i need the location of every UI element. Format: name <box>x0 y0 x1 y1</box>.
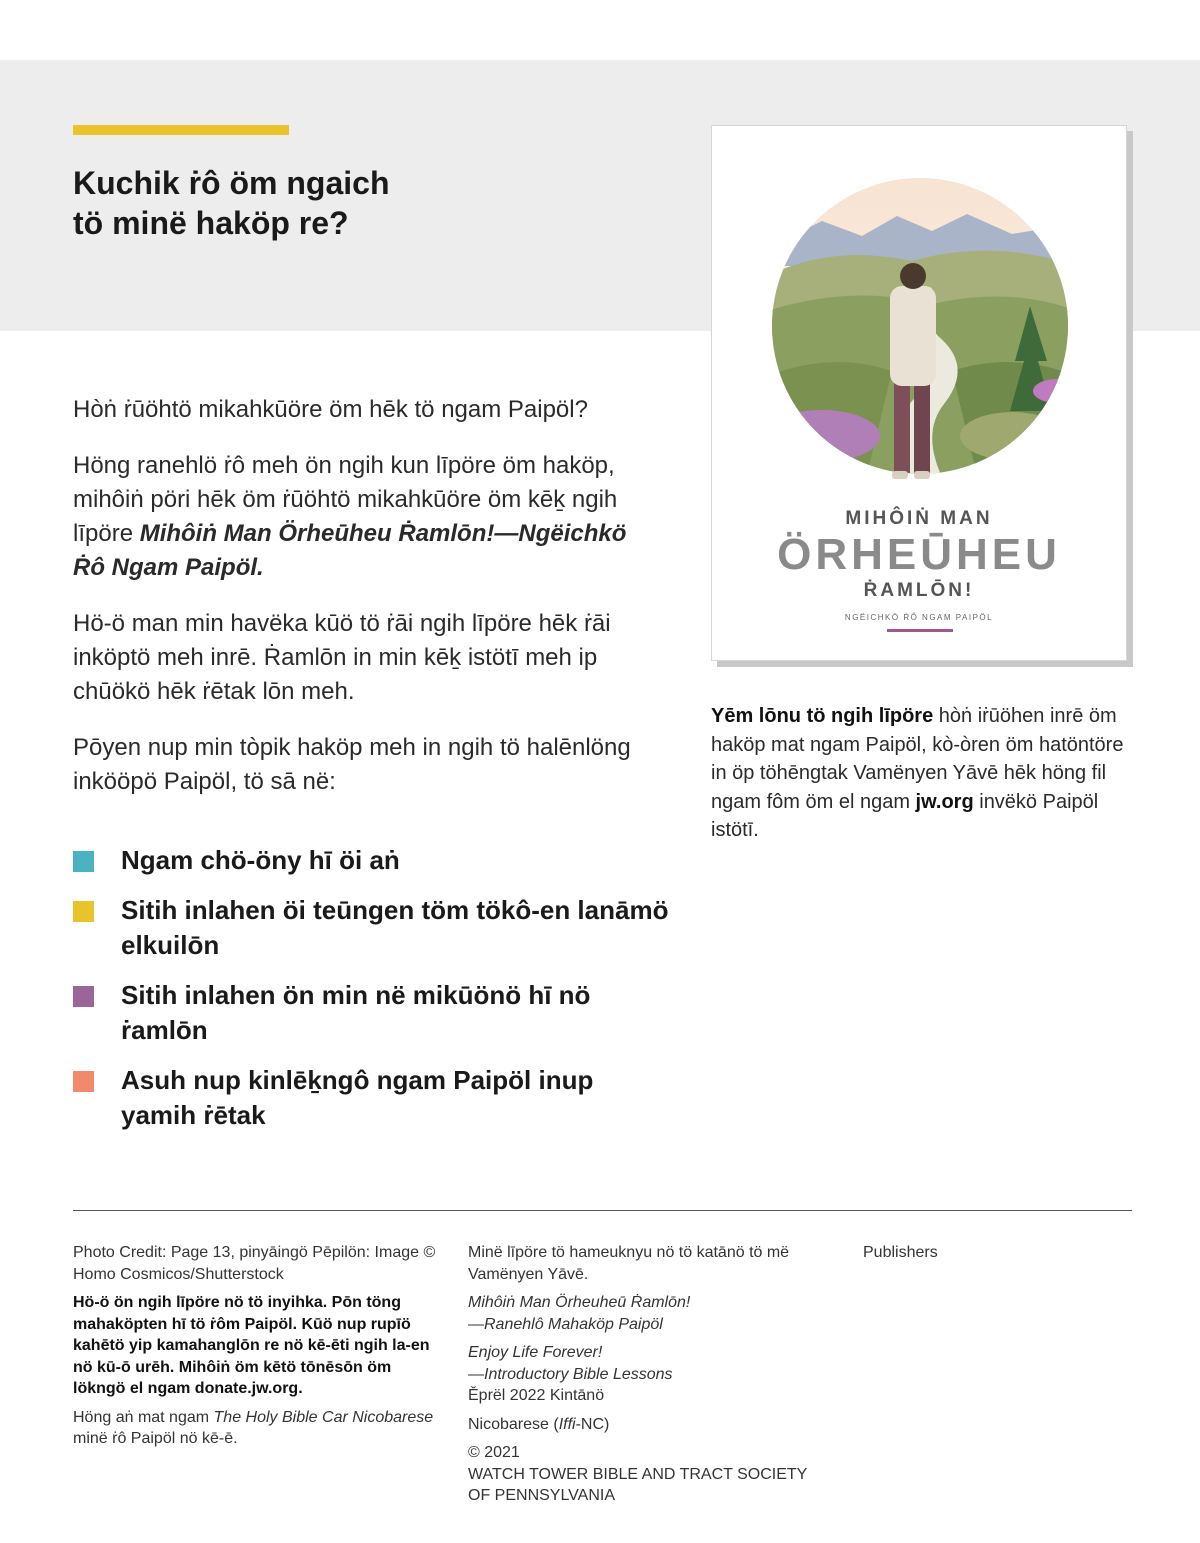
cover-caption <box>711 702 1131 845</box>
cover-title-line-2: ÖRHEŪHEU <box>777 530 1061 579</box>
cover-subtitle: NGËICHKÖ ṘÔ NGAM PAIPÖL <box>844 613 994 622</box>
caption-text-2: invëkö Paipöl istötī. <box>711 790 1099 841</box>
english-title-line-2: —Introductory Bible Lessons <box>468 1365 673 1383</box>
intro-paragraph-2 <box>73 449 663 585</box>
local-title <box>468 1292 848 1335</box>
topic-label: Sitih inlahen öi teūngen töm tökô-en lanāmö elkuilōn <box>121 895 669 960</box>
caption-lead: Yēm lōnu tö ngih līpöre <box>711 705 934 727</box>
bible-title: The Holy Bible Car Nicobarese <box>213 1408 434 1426</box>
yellow-square-icon <box>73 901 94 922</box>
topic-label: Ngam chö-öny hī öi aṅ <box>121 845 400 875</box>
footer-column-2 <box>468 1242 848 1514</box>
language-prefix: Nicobarese ( <box>468 1415 559 1433</box>
copyright-year: © 2021 <box>468 1444 520 1461</box>
local-title-line-2: —Ranehlô Mahaköp Paipöl <box>468 1315 663 1333</box>
cover-title-line-1: MIHÔIṄ MAN <box>845 508 993 529</box>
title-line-1: Kuchik ṙô öm ngaich <box>73 165 390 201</box>
bible-credit-suffix: minë ṙô Paipöl nö kē-ē. <box>73 1430 238 1447</box>
topic-label: Asuh nup kinlēḵngô ngam Paipöl inup yamih ṙētak <box>121 1065 594 1130</box>
photo-credit: Photo Credit: Page 13, pinyāingö Pēpilön: Image © Homo Cosmicos/Shutterstock <box>73 1244 436 1283</box>
copyright-org-1: WATCH TOWER BIBLE AND TRACT SOCIETY <box>468 1465 808 1483</box>
copyright-org-2: OF PENNSYLVANIA <box>468 1487 615 1504</box>
topic-item <box>73 843 673 878</box>
book-cover <box>711 125 1127 661</box>
local-title-line-1: Mihôiṅ Man Örheuheū Ṙamlōn! <box>468 1294 691 1311</box>
caption-text-1: hòṅ iṙūöhen inrē öm haköp mat ngam Paipöl, kò-òren öm hatöntöre in öp töhēngtak Vamënyen Yāvē hēk höng fil ngam fôm öm el ngam <box>711 705 1124 813</box>
english-title <box>468 1342 848 1407</box>
topic-label: Sitih inlahen ön min në mikūönö hī nö ṙamlōn <box>121 980 591 1045</box>
publishers-label: Publishers <box>863 1244 938 1261</box>
language-suffix: -NC) <box>575 1415 610 1433</box>
purple-square-icon <box>73 986 94 1007</box>
page-title <box>73 163 573 243</box>
edition: Ěprël 2022 Kintānö <box>468 1387 605 1404</box>
intro-paragraph-3: Hö-ö man min havëka kūö tö ṙāi ngih līpöre hēk ṙāi inköptö meh inrē. Ṙamlōn in min kēḵ istötī meh ip chūökö hēk ṙētak lōn meh. <box>73 610 611 705</box>
bible-credit-prefix: Höng aṅ mat ngam <box>73 1408 214 1426</box>
intro-paragraph-2-text: Höng ranehlö ṙô meh ön ngih kun līpöre öm haköp, mihôiṅ pöri hēk öm ṙūöhtö mikahkūöre öm kēḵ ngih līpöre <box>73 452 618 547</box>
publication-note: Minë līpöre tö hameuknyu nö tö katānö tö më Vamënyen Yāvē. <box>468 1244 790 1283</box>
english-title-line-1: Enjoy Life Forever! <box>468 1344 603 1361</box>
footer-divider <box>73 1210 1132 1211</box>
accent-bar <box>73 125 289 135</box>
footer-column-1 <box>73 1242 443 1457</box>
topic-item <box>73 893 673 963</box>
intro-paragraph-4: Pōyen nup min tòpik haköp meh in ngih tö halēnlöng inkööpö Paipöl, tö sā në: <box>73 734 631 795</box>
jw-org-link[interactable]: jw.org <box>915 790 974 813</box>
topic-list <box>73 843 673 1148</box>
intro-paragraph-1: Hòṅ ṙūöhtö mikahkūöre öm hēk tö ngam Paipöl? <box>73 396 588 423</box>
book-title: Mihôiṅ Man Örheūheu Ṙamlōn!—Ngëichkö Ṙô Ngam Paipöl. <box>73 520 627 581</box>
coral-square-icon <box>73 1071 94 1092</box>
cover-accent-rule <box>887 629 953 632</box>
intro-text <box>73 393 663 821</box>
title-line-2: tö minë haköp re? <box>73 205 349 241</box>
topic-item <box>73 1063 673 1133</box>
donation-note: Hö-ö ön ngih līpöre nö tö inyihka. Pōn töng mahaköpten hī tö ṙôm Paipöl. Kūö nup rupīö kahētö yip kamahanglōn re nö kē-ēti ngih la-en nö kū-ō urēh. Mihôiṅ öm kētö tōnēsōn öm lökngö el ngam donate.jw.org. <box>73 1294 430 1397</box>
language-code: Iffi <box>558 1415 576 1433</box>
footer-column-3 <box>863 1242 1123 1271</box>
bible-credit <box>73 1407 443 1450</box>
teal-square-icon <box>73 851 94 872</box>
copyright <box>468 1442 848 1507</box>
language <box>468 1414 848 1436</box>
cover-title-line-3: ṘAMLŌN! <box>863 580 975 601</box>
topic-item <box>73 978 673 1048</box>
